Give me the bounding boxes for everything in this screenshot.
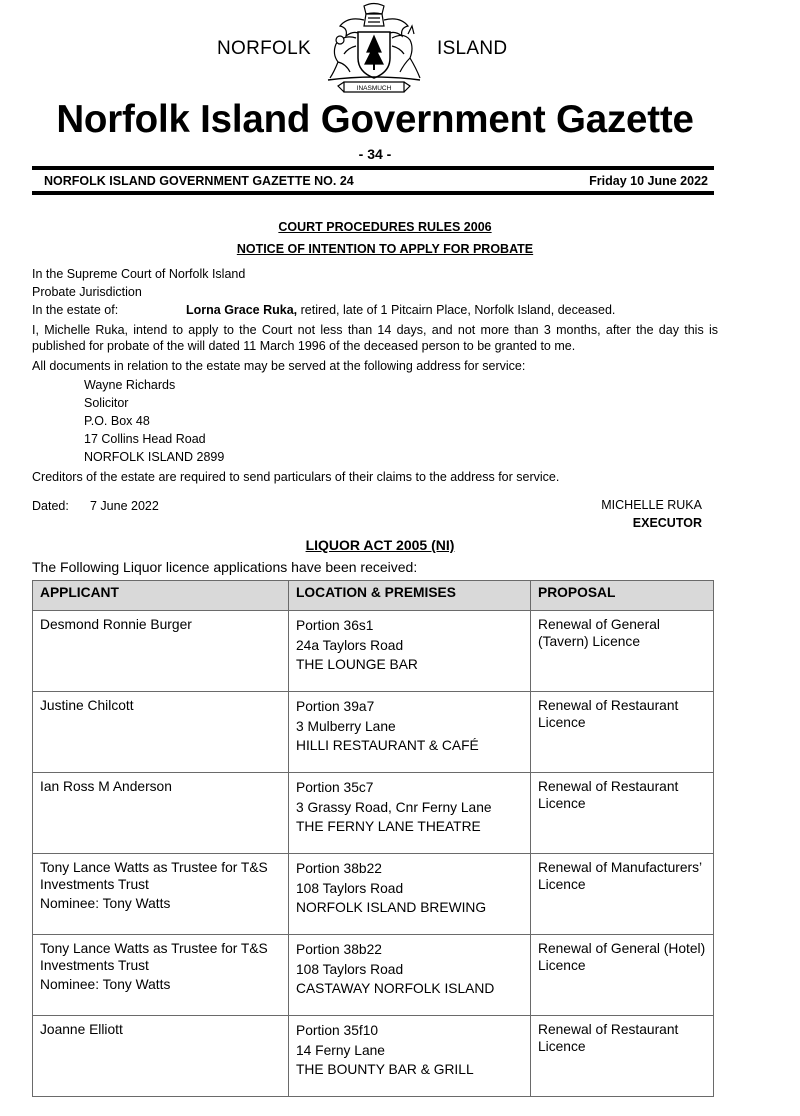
street-address: 14 Ferny Lane xyxy=(296,1042,385,1058)
proposal-cell: Renewal of Restaurant Licence xyxy=(531,692,714,773)
court-name: In the Supreme Court of Norfolk Island xyxy=(32,267,246,281)
estate-details xyxy=(186,302,615,318)
address-line: NORFOLK ISLAND 2899 xyxy=(84,450,225,464)
address-line: 17 Collins Head Road xyxy=(84,432,206,446)
location-cell xyxy=(289,611,531,692)
portion: Portion 39a7 xyxy=(296,699,375,714)
street-address: 108 Taylors Road xyxy=(296,880,404,896)
location-cell xyxy=(289,854,531,935)
street-address: 24a Taylors Road xyxy=(296,637,404,653)
applicant-cell xyxy=(33,1016,289,1097)
street-address: 3 Grassy Road, Cnr Ferny Lane xyxy=(296,799,492,815)
estate-line xyxy=(32,302,616,318)
premises-name: NORFOLK ISLAND BREWING xyxy=(296,900,487,915)
service-address xyxy=(84,376,224,466)
portion: Portion 35c7 xyxy=(296,780,374,795)
address-line: Solicitor xyxy=(84,396,129,410)
proposal-cell: Renewal of Manufacturers’ Licence xyxy=(531,854,714,935)
premises-name: CASTAWAY NORFOLK ISLAND xyxy=(296,981,495,996)
bottom-rule xyxy=(32,191,714,195)
table-row xyxy=(33,611,714,692)
signatory-role: EXECUTOR xyxy=(632,516,702,530)
applicant-cell xyxy=(33,692,289,773)
column-header-applicant: APPLICANT xyxy=(33,581,289,611)
intention-paragraph: I, Michelle Ruka, intend to apply to the Court not less than 14 days, and not more than 3 months, after the day this is published for probate of the will dated 11 March 1996 of the deceased person to be granted to me. xyxy=(32,323,718,353)
applicant-nominee: Nominee: Tony Watts xyxy=(40,896,171,911)
street-address: 3 Mulberry Lane xyxy=(296,718,396,734)
liquor-heading: LIQUOR ACT 2005 (NI) xyxy=(305,537,455,553)
location-cell xyxy=(289,1016,531,1097)
table-row xyxy=(33,1016,714,1097)
issue-line xyxy=(44,174,708,188)
column-header-proposal: PROPOSAL xyxy=(531,581,714,611)
premises-name: THE FERNY LANE THEATRE xyxy=(296,819,481,834)
licence-applications-table xyxy=(32,580,714,1097)
applicant-name: Justine Chilcott xyxy=(40,698,134,713)
masthead-right-word: ISLAND xyxy=(437,38,508,59)
deceased-description: retired, late of 1 Pitcairn Place, Norfolk Island, deceased. xyxy=(297,303,616,317)
applicant-cell xyxy=(33,773,289,854)
crest-motto: INASMUCH xyxy=(356,85,392,92)
portion: Portion 36s1 xyxy=(296,618,374,633)
proposal-cell: Renewal of Restaurant Licence xyxy=(531,773,714,854)
portion: Portion 35f10 xyxy=(296,1023,379,1038)
column-header-location: LOCATION & PREMISES xyxy=(289,581,531,611)
deceased-name: Lorna Grace Ruka, xyxy=(186,303,298,317)
location-cell xyxy=(289,773,531,854)
gazette-number: NORFOLK ISLAND GOVERNMENT GAZETTE NO. 24 xyxy=(44,174,354,188)
issue-date: Friday 10 June 2022 xyxy=(589,174,708,188)
gazette-title: Norfolk Island Government Gazette xyxy=(56,98,694,141)
liquor-intro: The Following Liquor licence applications have been received: xyxy=(32,559,418,575)
probate-heading: COURT PROCEDURES RULES 2006 xyxy=(278,220,492,234)
portion: Portion 38b22 xyxy=(296,942,382,957)
premises-name: THE BOUNTY BAR & GRILL xyxy=(296,1062,474,1077)
location-cell xyxy=(289,935,531,1016)
service-intro: All documents in relation to the estate may be served at the following address for service: xyxy=(32,359,526,373)
proposal-cell: Renewal of General (Tavern) Licence xyxy=(531,611,714,692)
masthead-left-word: NORFOLK xyxy=(217,38,311,59)
signatory-name: MICHELLE RUKA xyxy=(601,498,702,512)
applicant-name: Tony Lance Watts as Trustee for T&S Investments Trust xyxy=(40,941,268,973)
table-row xyxy=(33,692,714,773)
portion: Portion 38b22 xyxy=(296,861,382,876)
table-row xyxy=(33,935,714,1016)
table-row xyxy=(33,773,714,854)
applicant-cell xyxy=(33,935,289,1016)
premises-name: THE LOUNGE BAR xyxy=(296,657,418,672)
proposal-cell: Renewal of General (Hotel) Licence xyxy=(531,935,714,1016)
dated-value: 7 June 2022 xyxy=(90,499,159,513)
applicant-name: Tony Lance Watts as Trustee for T&S Investments Trust xyxy=(40,860,268,892)
dated-label: Dated: xyxy=(32,499,69,513)
street-address: 108 Taylors Road xyxy=(296,961,404,977)
address-line: Wayne Richards xyxy=(84,378,176,392)
applicant-name: Ian Ross M Anderson xyxy=(40,779,172,794)
applicant-nominee: Nominee: Tony Watts xyxy=(40,977,171,992)
proposal-cell: Renewal of Restaurant Licence xyxy=(531,1016,714,1097)
masthead xyxy=(0,0,800,100)
address-line: P.O. Box 48 xyxy=(84,414,150,428)
applicant-cell xyxy=(33,854,289,935)
table-row xyxy=(33,854,714,935)
applicant-name: Desmond Ronnie Burger xyxy=(40,617,192,632)
probate-subheading: NOTICE OF INTENTION TO APPLY FOR PROBATE xyxy=(236,242,534,256)
applicant-name: Joanne Elliott xyxy=(40,1022,123,1037)
applicant-cell xyxy=(33,611,289,692)
location-cell xyxy=(289,692,531,773)
page-number: - 34 - xyxy=(358,146,392,162)
premises-name: HILLI RESTAURANT & CAFÉ xyxy=(296,738,479,753)
estate-label: In the estate of: xyxy=(32,303,119,317)
top-rule xyxy=(32,166,714,170)
coat-of-arms-icon xyxy=(318,2,430,94)
creditors-notice: Creditors of the estate are required to send particulars of their claims to the address for service. xyxy=(32,470,560,484)
table-header-row xyxy=(33,581,714,611)
jurisdiction: Probate Jurisdiction xyxy=(32,285,142,299)
